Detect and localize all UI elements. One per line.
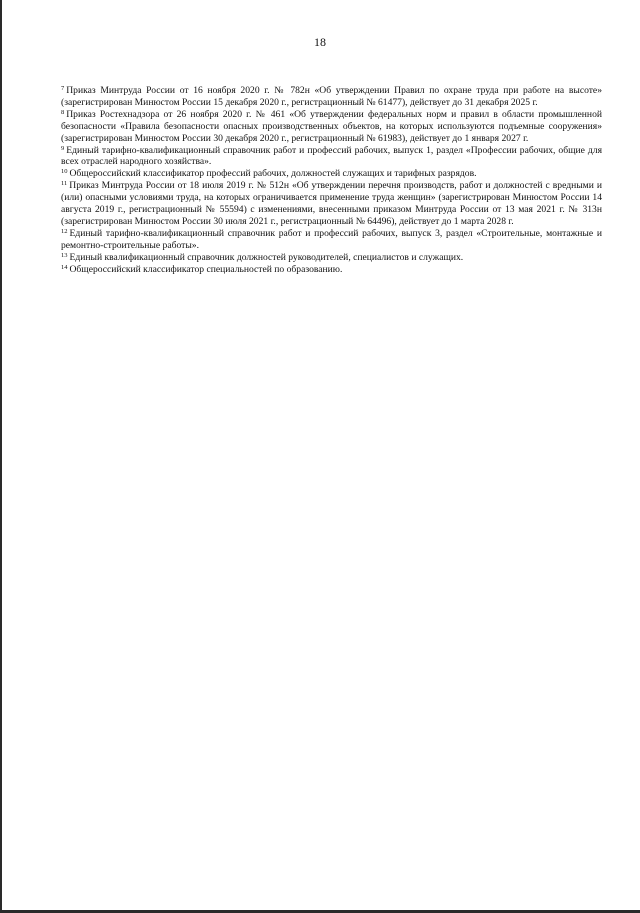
footnote-number: 12 (61, 227, 68, 235)
footnote-number: 7 (61, 85, 65, 92)
scan-edge-left (0, 0, 2, 913)
footnote-10 (61, 168, 602, 180)
footnote-text: Единый квалификационный справочник должностей руководителей, специалистов и служащих. (69, 251, 464, 263)
footnote-number: 8 (61, 108, 65, 116)
footnote-text: Приказ Минтруда России от 18 июля 2019 г. № 512н «Об утверждении перечня производств, работ и должностей с вредными и (или) опасными условиями труда, на которых ограничивается применение труда женщин» (зарегистрирован Минюстом России 14 августа 2019 г., регистрационный № 55594) с изменениями, внесенными приказом Минтруда России от 13 мая 2021 г. № 313н (зарегистрирован Минюстом России 30 июля 2021 г., регистрационный № 64496), действует до 1 марта 2028 г. (61, 180, 602, 227)
footnote-number: 9 (61, 144, 65, 152)
footnote-7 (61, 85, 602, 109)
footnotes-section (61, 85, 602, 276)
page-number: 18 (314, 35, 326, 49)
footnote-text: Общероссийский классификатор профессий рабочих, должностей служащих и тарифных разрядов. (69, 168, 477, 180)
footnote-number: 13 (61, 251, 68, 259)
footnote-number: 14 (61, 263, 68, 271)
footnote-number: 10 (61, 168, 68, 176)
footnote-8 (61, 109, 602, 145)
footnote-11 (61, 180, 602, 228)
footnote-text: Приказ Минтруда России от 16 ноября 2020 г. № 782н «Об утверждении Правил по охране труда при работе на высоте» (зарегистрирован Минюстом России 15 декабря 2020 г., регистрационный № 61477), действует до 31 декабря 2025 г. (61, 85, 602, 108)
footnote-number: 11 (61, 180, 68, 188)
footnote-text: Единый тарифно-квалификационный справочник работ и профессий рабочих, выпуск 1, раздел «Профессии рабочих, общие для всех отраслей народного хозяйства». (61, 144, 602, 168)
footnote-text: Единый тарифно-квалификационный справочник работ и профессий рабочих, выпуск 3, раздел «Строительные, монтажные и ремонтно-строительные работы». (61, 227, 602, 251)
footnote-14 (61, 264, 602, 276)
footnote-text: Приказ Ростехнадзора от 26 ноября 2020 г. № 461 «Об утверждении федеральных норм и правил в области промышленной безопасности «Правила безопасности опасных производственных объектов, на которых используются подъемные сооружения» (зарегистрирован Минюстом России 30 декабря 2020 г., регистрационный № 61983), действует до 1 января 2027 г. (61, 108, 602, 144)
footnote-text: Общероссийский классификатор специальностей по образованию. (69, 263, 343, 275)
footnote-12 (61, 228, 602, 252)
footnote-13 (61, 252, 602, 264)
footnote-9 (61, 145, 602, 169)
